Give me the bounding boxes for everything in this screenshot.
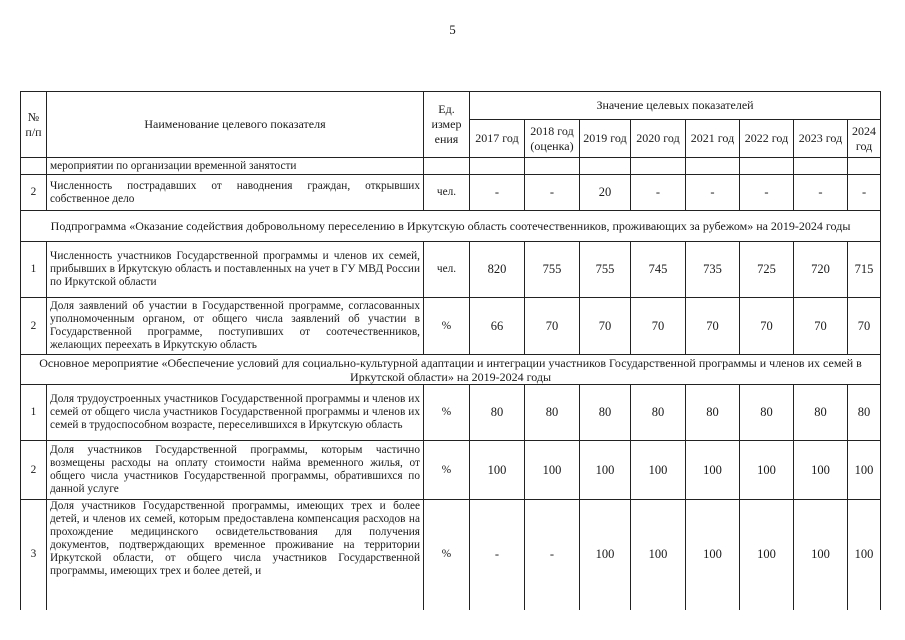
value-cell: - bbox=[525, 175, 580, 211]
header-unit: Ед. измер ения bbox=[424, 92, 470, 158]
value-cell: 100 bbox=[686, 441, 740, 500]
value-cell: - bbox=[740, 175, 794, 211]
subprogram-title: Подпрограмма «Оказание содействия добровольному переселению в Иркутскую область соотечественников, проживающих за рубежом» на 2019-2024 годы bbox=[21, 211, 881, 242]
value-cell: 100 bbox=[631, 441, 686, 500]
table-header-row bbox=[21, 92, 881, 120]
value-cell: 70 bbox=[686, 298, 740, 355]
table-row bbox=[21, 175, 881, 211]
indicator-name: Доля участников Государственной программы, имеющих трех и более детей, и членов их семей, которым предоставлена компенсация расходов на прохождение медицинского освидетельствования для получения документов, подтверждающих временное проживание на территории Иркутской области, от общего числа участников Государственной программы, имеющих трех и более детей, и bbox=[47, 500, 424, 610]
header-year: 2024 год bbox=[848, 120, 881, 158]
row-number: 1 bbox=[21, 242, 47, 298]
value-cell: 100 bbox=[470, 441, 525, 500]
value-cell: 100 bbox=[525, 441, 580, 500]
value-cell: 820 bbox=[470, 242, 525, 298]
value-cell: 80 bbox=[686, 385, 740, 441]
unit: % bbox=[424, 385, 470, 441]
row-number: 2 bbox=[21, 175, 47, 211]
page-number: 5 bbox=[449, 22, 456, 37]
indicator-name: Доля трудоустроенных участников Государственной программы и членов их семей от общего числа участников Государственной программы и членов их семей в трудоспособном возрасте, переселившихся в Иркутскую область bbox=[47, 385, 424, 441]
value-cell: 100 bbox=[740, 500, 794, 610]
indicator-name: Численность пострадавших от наводнения граждан, открывших собственное дело bbox=[47, 175, 424, 211]
header-year: 2022 год bbox=[740, 120, 794, 158]
value-cell: 80 bbox=[580, 385, 631, 441]
value-cell: 80 bbox=[631, 385, 686, 441]
value-cell: 100 bbox=[848, 500, 881, 610]
value-cell: 725 bbox=[740, 242, 794, 298]
unit: % bbox=[424, 441, 470, 500]
value-cell: 100 bbox=[794, 441, 848, 500]
section-heading-row bbox=[21, 211, 881, 242]
header-year: 2017 год bbox=[470, 120, 525, 158]
value-cell: 715 bbox=[848, 242, 881, 298]
header-values: Значение целевых показателей bbox=[470, 92, 881, 120]
value-cell: 100 bbox=[740, 441, 794, 500]
header-year: 2019 год bbox=[580, 120, 631, 158]
value-cell: 70 bbox=[740, 298, 794, 355]
value-cell: 100 bbox=[580, 441, 631, 500]
value-cell: - bbox=[525, 500, 580, 610]
value-cell: 70 bbox=[631, 298, 686, 355]
value-cell: 20 bbox=[580, 175, 631, 211]
header-num: № п/п bbox=[21, 92, 47, 158]
value-cell: 66 bbox=[470, 298, 525, 355]
value-cell: 720 bbox=[794, 242, 848, 298]
value-cell: 80 bbox=[740, 385, 794, 441]
row-number: 2 bbox=[21, 298, 47, 355]
value-cell: 745 bbox=[631, 242, 686, 298]
value-cell: 70 bbox=[794, 298, 848, 355]
header-year: 2023 год bbox=[794, 120, 848, 158]
value-cell: 100 bbox=[631, 500, 686, 610]
value-cell: 70 bbox=[580, 298, 631, 355]
value-cell: 70 bbox=[848, 298, 881, 355]
value-cell: 735 bbox=[686, 242, 740, 298]
table-row bbox=[21, 385, 881, 441]
indicator-name: Доля участников Государственной программы, которым частично возмещены расходы на оплату стоимости найма временного жилья, от общего числа участников Государственной программы, обратившихся по данной услуге bbox=[47, 441, 424, 500]
value-cell: 80 bbox=[470, 385, 525, 441]
header-name: Наименование целевого показателя bbox=[47, 92, 424, 158]
value-cell: 755 bbox=[525, 242, 580, 298]
unit: чел. bbox=[424, 242, 470, 298]
indicator-name: мероприятии по организации временной занятости bbox=[47, 158, 424, 175]
unit: чел. bbox=[424, 175, 470, 211]
table-row bbox=[21, 441, 881, 500]
section-heading-row bbox=[21, 355, 881, 385]
value-cell: - bbox=[470, 500, 525, 610]
value-cell: 100 bbox=[794, 500, 848, 610]
table-row bbox=[21, 500, 881, 610]
value-cell: 100 bbox=[848, 441, 881, 500]
table-row bbox=[21, 298, 881, 355]
value-cell: 100 bbox=[686, 500, 740, 610]
value-cell: - bbox=[631, 175, 686, 211]
value-cell: 70 bbox=[525, 298, 580, 355]
value-cell: 80 bbox=[848, 385, 881, 441]
header-year: 2020 год bbox=[631, 120, 686, 158]
value-cell: 100 bbox=[580, 500, 631, 610]
indicator-name: Доля заявлений об участии в Государственной программе, согласованных уполномоченным органом, от общего числа заявлений об участии в Государственной программе, поступивших от соотечественников, желающих переехать в Иркутскую область bbox=[47, 298, 424, 355]
table-row bbox=[21, 158, 881, 175]
indicator-name: Численность участников Государственной программы и членов их семей, прибывших в Иркутскую область и поставленных на учет в ГУ МВД России по Иркутской области bbox=[47, 242, 424, 298]
value-cell: - bbox=[470, 175, 525, 211]
unit: % bbox=[424, 500, 470, 610]
unit: % bbox=[424, 298, 470, 355]
table-row bbox=[21, 242, 881, 298]
value-cell: 80 bbox=[794, 385, 848, 441]
row-number: 1 bbox=[21, 385, 47, 441]
value-cell: 80 bbox=[525, 385, 580, 441]
row-number: 3 bbox=[21, 500, 47, 610]
header-year: 2021 год bbox=[686, 120, 740, 158]
header-year: 2018 год (оценка) bbox=[525, 120, 580, 158]
value-cell: 755 bbox=[580, 242, 631, 298]
target-indicators-table bbox=[20, 91, 881, 610]
main-activity-title: Основное мероприятие «Обеспечение условий для социально-культурной адаптации и интеграции участников Государственной программы и членов их семей в Иркутской области» на 2019-2024 годы bbox=[21, 355, 881, 385]
value-cell: - bbox=[848, 175, 881, 211]
row-number: 2 bbox=[21, 441, 47, 500]
value-cell: - bbox=[794, 175, 848, 211]
value-cell: - bbox=[686, 175, 740, 211]
